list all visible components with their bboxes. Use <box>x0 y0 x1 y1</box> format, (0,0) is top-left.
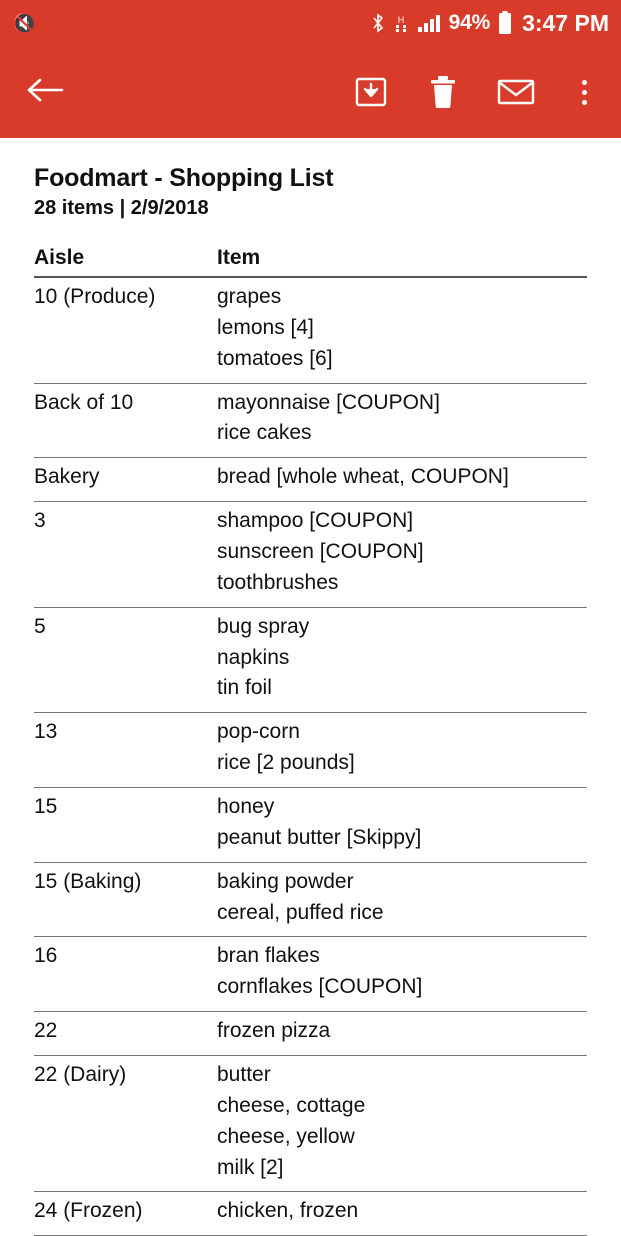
list-item[interactable]: milk [2] <box>217 1155 284 1179</box>
envelope-icon[interactable] <box>498 78 534 106</box>
list-subtitle: 28 items | 2/9/2018 <box>34 197 209 219</box>
list-item[interactable]: baking powder <box>217 869 354 893</box>
list-item[interactable]: tomatoes [6] <box>217 346 333 370</box>
list-item[interactable]: bread [whole wheat, COUPON] <box>217 465 509 489</box>
aisle-cell: 10 (Produce) <box>34 277 217 383</box>
item-cell <box>217 788 587 863</box>
item-cell <box>217 1012 587 1056</box>
overflow-menu-icon[interactable] <box>574 80 595 105</box>
list-item[interactable]: grapes <box>217 285 282 308</box>
table-row[interactable] <box>34 1056 587 1192</box>
item-cell <box>217 862 587 937</box>
item-cell <box>217 713 587 788</box>
bluetooth-icon <box>371 13 385 33</box>
volume-mute-icon: 🔇 <box>12 12 37 35</box>
item-cell <box>217 607 587 713</box>
list-item[interactable]: toothbrushes <box>217 570 339 594</box>
items-table <box>34 246 587 1236</box>
list-item[interactable]: butter <box>217 1063 271 1087</box>
list-item[interactable]: cheese, cottage <box>217 1093 366 1117</box>
aisle-cell: 16 <box>34 937 217 1012</box>
table-row[interactable] <box>34 383 587 458</box>
aisle-cell: Back of 10 <box>34 383 217 458</box>
table-row[interactable] <box>34 607 587 713</box>
table-row[interactable] <box>34 937 587 1012</box>
list-item[interactable]: bran flakes <box>217 944 320 968</box>
list-item[interactable]: peanut butter [Skippy] <box>217 825 422 849</box>
table-row[interactable] <box>34 1012 587 1056</box>
table-row[interactable] <box>34 713 587 788</box>
list-item[interactable]: bug spray <box>217 614 310 638</box>
clock-label: 3:47 PM <box>522 9 609 36</box>
items-table-head <box>34 246 587 277</box>
list-item[interactable]: pop-corn <box>217 720 300 744</box>
table-row[interactable] <box>34 788 587 863</box>
table-row[interactable] <box>34 458 587 502</box>
list-item[interactable]: cornflakes [COUPON] <box>217 975 423 999</box>
item-cell <box>217 458 587 502</box>
list-item[interactable]: chicken, frozen <box>217 1199 359 1223</box>
list-item[interactable]: lemons [4] <box>217 315 314 339</box>
page-title: Foodmart - Shopping List <box>34 164 334 192</box>
aisle-cell: 22 <box>34 1012 217 1056</box>
shopping-list-content <box>0 138 621 1236</box>
trash-icon[interactable] <box>428 75 458 109</box>
aisle-cell: 3 <box>34 502 217 608</box>
status-bar-left <box>12 11 371 36</box>
item-cell <box>217 502 587 608</box>
list-item[interactable]: cereal, puffed rice <box>217 900 384 924</box>
aisle-cell: 24 (Frozen) <box>34 1192 217 1236</box>
table-row[interactable] <box>34 502 587 608</box>
status-bar <box>0 0 621 46</box>
action-bar <box>0 46 621 138</box>
svg-text:H: H <box>397 15 404 25</box>
back-arrow-icon[interactable] <box>26 74 66 110</box>
aisle-cell: 15 (Baking) <box>34 862 217 937</box>
list-item[interactable]: rice [2 pounds] <box>217 751 355 775</box>
aisle-cell: 5 <box>34 607 217 713</box>
hspa-network-icon <box>393 13 409 33</box>
battery-percent-label: 94% <box>448 11 491 34</box>
table-row[interactable] <box>34 862 587 937</box>
item-cell <box>217 277 587 383</box>
item-cell <box>217 383 587 458</box>
table-row[interactable] <box>34 1192 587 1236</box>
status-bar-right <box>371 10 609 37</box>
list-item[interactable]: rice cakes <box>217 421 312 445</box>
signal-bars-icon <box>417 13 441 33</box>
list-item[interactable]: cheese, yellow <box>217 1124 355 1148</box>
table-row[interactable] <box>34 277 587 383</box>
list-item[interactable]: mayonnaise [COUPON] <box>217 390 440 414</box>
list-item[interactable]: sunscreen [COUPON] <box>217 540 424 564</box>
aisle-cell: 13 <box>34 713 217 788</box>
item-cell <box>217 1192 587 1236</box>
list-item[interactable]: honey <box>217 795 275 819</box>
list-item[interactable]: frozen pizza <box>217 1019 331 1043</box>
action-bar-icons <box>354 75 595 109</box>
list-item[interactable]: tin foil <box>217 676 272 700</box>
items-table-header-row <box>34 246 587 277</box>
items-table-body <box>34 277 587 1236</box>
aisle-cell: 15 <box>34 788 217 863</box>
list-item[interactable]: shampoo [COUPON] <box>217 509 414 533</box>
item-cell <box>217 1056 587 1192</box>
archive-icon[interactable] <box>354 75 388 109</box>
list-item[interactable]: napkins <box>217 645 290 669</box>
column-header-item: Item <box>217 246 587 277</box>
item-cell <box>217 937 587 1012</box>
aisle-cell: Bakery <box>34 458 217 502</box>
battery-icon <box>498 11 512 35</box>
column-header-aisle: Aisle <box>34 246 217 277</box>
aisle-cell: 22 (Dairy) <box>34 1056 217 1192</box>
